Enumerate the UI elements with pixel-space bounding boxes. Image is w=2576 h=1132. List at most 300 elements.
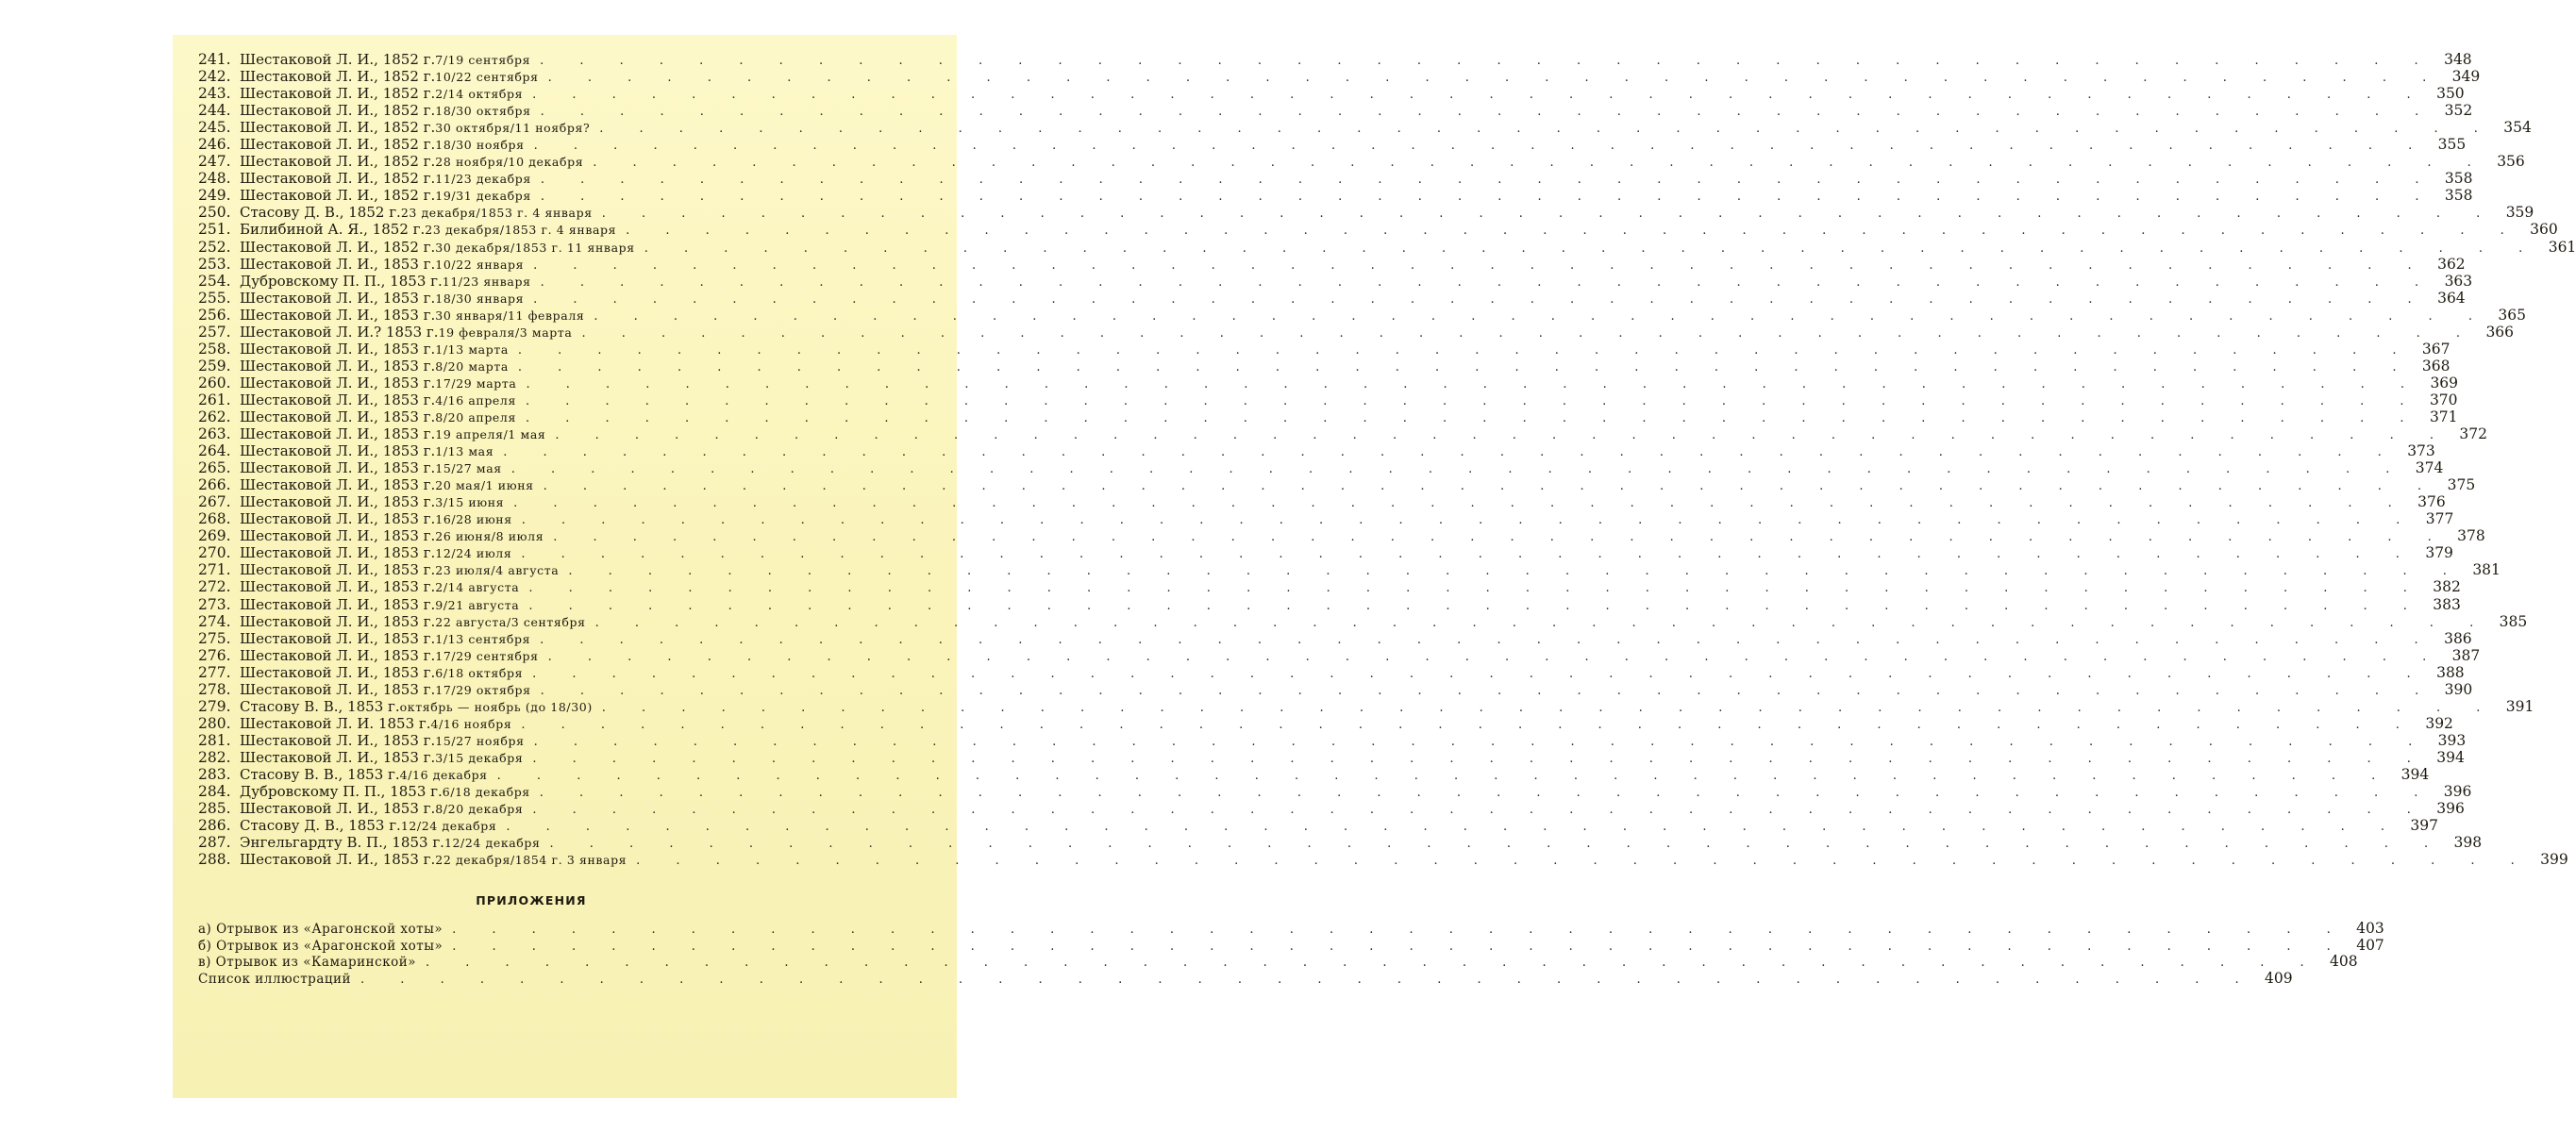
entry-page-number: 364 <box>2437 289 2466 307</box>
entry-number: 250. <box>198 204 231 222</box>
dot-leader: . . . . . . . . . . . . . . . . . . . . . . . . . . . . . . . . . . . . . . . . . . . . . . . . <box>601 207 2497 222</box>
entry-page-number: 358 <box>2444 187 2473 205</box>
toc-entry <box>198 851 2568 869</box>
entry-number: 268. <box>198 510 231 528</box>
dot-leader: . . . . . . . . . . . . . . . . . . . . . . . . . . . . . . . . . . . . . . . . . . . . . . . . <box>593 156 2487 171</box>
entry-addressee: Шестаковой Л. И., 1852 г. <box>240 119 436 137</box>
entry-page-number: 390 <box>2444 680 2473 698</box>
dot-leader: . . . . . . . . . . . . . . . . . . . . . . . . . . . . . . . . . . . . . . . . . . . . . . . . <box>540 275 2435 290</box>
entry-page-number: 398 <box>2453 834 2483 852</box>
entry-date: 12/24 декабря <box>400 819 497 834</box>
entry-addressee: Шестаковой Л. И., 1852 г. <box>240 68 436 86</box>
entry-date: 28 ноября/10 декабря <box>435 155 584 170</box>
toc-entry <box>198 544 2453 562</box>
entry-page-number: 370 <box>2429 391 2458 408</box>
entry-date: 7/19 сентября <box>435 53 531 67</box>
dot-leader: . . . . . . . . . . . . . . . . . . . . . . . . . . . . . . . . . . . . . . . . . . . . . . . . <box>601 700 2497 715</box>
entry-number: 267. <box>198 493 231 511</box>
toc-entry <box>198 272 2473 290</box>
entry-addressee: Шестаковой Л. И., 1853 г. <box>240 748 436 766</box>
appendix-label: б) Отрывок из «Арагонской хоты» <box>198 938 443 954</box>
toc-entry <box>198 595 2461 613</box>
entry-date: 20 мая/1 июня <box>435 478 534 493</box>
dot-leader: . . . . . . . . . . . . . . . . . . . . . . . . . . . . . . . . . . . . . . . . . . . . . . . . <box>547 71 2443 86</box>
entry-addressee: Шестаковой Л. И., 1853 г. <box>240 561 436 579</box>
book-page <box>173 35 2576 1098</box>
dot-leader: . . . . . . . . . . . . . . . . . . . . . . . . . . . . . . . . . . . . . . . . . . . . . . . . <box>521 547 2416 562</box>
entry-date: 30 декабря/1853 г. 11 января <box>435 240 635 255</box>
appendix-entry <box>198 936 2384 954</box>
entry-date: 15/27 ноября <box>435 733 525 748</box>
entry-number: 286. <box>198 817 231 835</box>
entry-date: 2/14 октября <box>435 87 524 102</box>
toc-entry <box>198 187 2473 205</box>
entry-page-number: 352 <box>2444 102 2473 120</box>
entry-addressee: Шестаковой Л. И., 1853 г. <box>240 663 436 681</box>
entry-addressee: Шестаковой Л. И., 1853 г. <box>240 340 436 358</box>
dot-leader: . . . . . . . . . . . . . . . . . . . . . . . . . . . . . . . . . . . . . . . . . . . . . . . . <box>636 854 2531 869</box>
letters-table-of-contents <box>198 51 2576 869</box>
toc-entry <box>198 510 2454 528</box>
toc-entry <box>198 391 2458 408</box>
entry-date: 22 августа/3 сентября <box>435 614 586 629</box>
entry-page-number: 382 <box>2433 578 2461 596</box>
entry-number: 276. <box>198 646 231 664</box>
entry-addressee: Шестаковой Л. И., 1853 г. <box>240 442 436 460</box>
entry-page-number: 373 <box>2407 442 2435 460</box>
entry-addressee: Шестаковой Л. И., 1853 г. <box>240 800 436 818</box>
dot-leader: . . . . . . . . . . . . . . . . . . . . . . . . . . . . . . . . . . . . . . . . . . . . . . . . <box>540 632 2434 647</box>
entry-date: 1/13 сентября <box>435 631 531 646</box>
entry-page-number: 350 <box>2436 85 2465 103</box>
dot-leader: . . . . . . . . . . . . . . . . . . . . . . . . . . . . . . . . . . . . . . . . . . . . . . . . <box>528 581 2423 596</box>
entry-number: 274. <box>198 612 231 630</box>
dot-leader: . . . . . . . . . . . . . . . . . . . . . . . . . . . . . . . . . . . . . . . . . . . . . . . . <box>532 88 2427 103</box>
toc-entry <box>198 425 2487 443</box>
entry-addressee: Шестаковой Л. И., 1853 г. <box>240 578 436 596</box>
entry-number: 285. <box>198 800 231 818</box>
entry-date: 3/15 июня <box>435 495 505 510</box>
entry-number: 271. <box>198 561 231 579</box>
entry-addressee: Шестаковой Л. И., 1853 г. <box>240 357 436 375</box>
toc-entry <box>198 561 2501 579</box>
entry-page-number: 349 <box>2451 68 2481 86</box>
entry-addressee: Энгельгардту В. П., 1853 г. <box>240 834 444 852</box>
toc-entry <box>198 527 2485 545</box>
dot-leader: . . . . . . . . . . . . . . . . . . . . . . . . . . . . . . . . . . . . . . . . . . . . . . . . <box>360 972 2255 987</box>
entry-addressee: Шестаковой Л. И., 1853 г. <box>240 425 436 443</box>
entry-page-number: 368 <box>2421 357 2451 375</box>
appendix-entry <box>198 920 2384 937</box>
entry-page-number: 394 <box>2400 765 2430 783</box>
appendix-entry <box>198 953 2358 971</box>
entry-number: 244. <box>198 102 231 120</box>
toc-entry <box>198 765 2430 783</box>
entry-addressee: Шестаковой Л. И., 1853 г. <box>240 544 436 562</box>
toc-entry <box>198 306 2526 324</box>
appendix-label: Список иллюстраций <box>198 971 352 987</box>
entry-number: 270. <box>198 544 231 562</box>
entry-addressee: Билибиной А. Я., 1852 г. <box>240 221 426 239</box>
entry-number: 282. <box>198 748 231 766</box>
dot-leader: . . . . . . . . . . . . . . . . . . . . . . . . . . . . . . . . . . . . . . . . . . . . . . . . <box>496 768 2392 783</box>
entry-addressee: Шестаковой Л. И., 1853 г. <box>240 459 436 477</box>
dot-leader: . . . . . . . . . . . . . . . . . . . . . . . . . . . . . . . . . . . . . . . . . . . . . . . . <box>568 564 2463 579</box>
entry-page-number: 372 <box>2459 425 2487 443</box>
entry-addressee: Шестаковой Л. И., 1853 г. <box>240 680 436 698</box>
entry-addressee: Шестаковой Л. И., 1853 г. <box>240 476 436 494</box>
toc-entry <box>198 748 2465 766</box>
entry-addressee: Шестаковой Л. И., 1853 г. <box>240 391 436 408</box>
entry-date: 10/22 сентября <box>435 70 539 85</box>
entry-date: 19/31 декабря <box>435 189 531 204</box>
dot-leader: . . . . . . . . . . . . . . . . . . . . . . . . . . . . . . . . . . . . . . . . . . . . . . . . <box>581 325 2477 341</box>
entry-number: 265. <box>198 459 231 477</box>
entry-number: 283. <box>198 765 231 783</box>
entry-page-number: 374 <box>2415 459 2444 477</box>
dot-leader: . . . . . . . . . . . . . . . . . . . . . . . . . . . . . . . . . . . . . . . . . . . . . . . . <box>540 105 2435 120</box>
entry-addressee: Шестаковой Л. И., 1852 г. <box>240 238 436 256</box>
entry-date: 6/18 декабря <box>442 785 530 800</box>
toc-entry <box>198 800 2465 818</box>
toc-entry <box>198 221 2558 239</box>
toc-entry <box>198 817 2438 835</box>
dot-leader: . . . . . . . . . . . . . . . . . . . . . . . . . . . . . . . . . . . . . . . . . . . . . . . . <box>513 496 2408 511</box>
entry-page-number: 356 <box>2497 153 2525 171</box>
dot-leader: . . . . . . . . . . . . . . . . . . . . . . . . . . . . . . . . . . . . . . . . . . . . . . . . <box>555 428 2450 443</box>
dot-leader: . . . . . . . . . . . . . . . . . . . . . . . . . . . . . . . . . . . . . . . . . . . . . . . . <box>533 258 2428 273</box>
entry-number: 279. <box>198 697 231 715</box>
entry-addressee: Шестаковой Л. И., 1853 г. <box>240 629 436 647</box>
entry-date: 19 февраля/3 марта <box>438 325 573 340</box>
entry-date: 6/18 октября <box>435 665 524 680</box>
entry-addressee: Дубровскому П. П., 1853 г. <box>240 783 443 801</box>
entry-date: 18/30 января <box>435 291 525 306</box>
entry-addressee: Шестаковой Л. И.? 1853 г. <box>240 323 439 341</box>
entry-date: 17/29 сентября <box>435 648 539 663</box>
appendix-page-number: 403 <box>2356 920 2384 937</box>
dot-leader: . . . . . . . . . . . . . . . . . . . . . . . . . . . . . . . . . . . . . . . . . . . . . . . . <box>533 139 2429 154</box>
dot-leader: . . . . . . . . . . . . . . . . . . . . . . . . . . . . . . . . . . . . . . . . . . . . . . . . <box>426 956 2320 971</box>
entry-number: 246. <box>198 136 231 154</box>
dot-leader: . . . . . . . . . . . . . . . . . . . . . . . . . . . . . . . . . . . . . . . . . . . . . . . . <box>553 530 2448 545</box>
entry-number: 278. <box>198 680 231 698</box>
appendix-heading: ПРИЛОЖЕНИЯ <box>476 893 587 907</box>
dot-leader: . . . . . . . . . . . . . . . . . . . . . . . . . . . . . . . . . . . . . . . . . . . . . . . . <box>644 241 2539 256</box>
dot-leader: . . . . . . . . . . . . . . . . . . . . . . . . . . . . . . . . . . . . . . . . . . . . . . . . <box>510 462 2406 477</box>
dot-leader: . . . . . . . . . . . . . . . . . . . . . . . . . . . . . . . . . . . . . . . . . . . . . . . . <box>594 308 2488 324</box>
entry-number: 258. <box>198 340 231 358</box>
dot-leader: . . . . . . . . . . . . . . . . . . . . . . . . . . . . . . . . . . . . . . . . . . . . . . . . <box>517 359 2413 375</box>
dot-leader: . . . . . . . . . . . . . . . . . . . . . . . . . . . . . . . . . . . . . . . . . . . . . . . . <box>521 513 2417 528</box>
dot-leader: . . . . . . . . . . . . . . . . . . . . . . . . . . . . . . . . . . . . . . . . . . . . . . . . <box>506 820 2400 835</box>
entry-page-number: 392 <box>2425 714 2453 732</box>
entry-page-number: 359 <box>2505 204 2534 222</box>
toc-entry <box>198 289 2466 307</box>
dot-leader: . . . . . . . . . . . . . . . . . . . . . . . . . . . . . . . . . . . . . . . . . . . . . . . . <box>543 479 2438 494</box>
entry-number: 241. <box>198 51 231 68</box>
entry-number: 275. <box>198 629 231 647</box>
entry-addressee: Шестаковой Л. И., 1852 г. <box>240 187 436 205</box>
entry-addressee: Шестаковой Л. И., 1853 г. <box>240 510 436 528</box>
entry-number: 251. <box>198 221 231 239</box>
toc-entry <box>198 68 2481 86</box>
toc-entry <box>198 357 2451 375</box>
entry-number: 261. <box>198 391 231 408</box>
entry-date: 11/23 декабря <box>435 172 531 187</box>
toc-entry <box>198 680 2473 698</box>
entry-number: 263. <box>198 425 231 443</box>
entry-page-number: 363 <box>2444 272 2473 290</box>
entry-page-number: 376 <box>2417 493 2446 511</box>
toc-entry <box>198 578 2461 596</box>
dot-leader: . . . . . . . . . . . . . . . . . . . . . . . . . . . . . . . . . . . . . . . . . . . . . . . . <box>540 54 2434 68</box>
entry-addressee: Стасову Д. В., 1852 г. <box>240 204 401 222</box>
entry-date: 8/20 марта <box>435 358 509 374</box>
entry-addressee: Шестаковой Л. И., 1852 г. <box>240 102 436 120</box>
dot-leader: . . . . . . . . . . . . . . . . . . . . . . . . . . . . . . . . . . . . . . . . . . . . . . . . <box>533 291 2428 307</box>
entry-date: 3/15 декабря <box>435 750 524 765</box>
dot-leader: . . . . . . . . . . . . . . . . . . . . . . . . . . . . . . . . . . . . . . . . . . . . . . . . <box>525 410 2420 425</box>
entry-page-number: 366 <box>2485 323 2515 341</box>
entry-page-number: 362 <box>2437 255 2466 273</box>
toc-entry <box>198 119 2532 137</box>
entry-date: 1/13 мая <box>435 444 494 459</box>
entry-number: 288. <box>198 851 231 869</box>
toc-entry <box>198 153 2525 171</box>
entry-addressee: Шестаковой Л. И. 1853 г. <box>240 714 431 732</box>
toc-entry <box>198 340 2451 358</box>
entry-addressee: Шестаковой Л. И., 1852 г. <box>240 136 436 154</box>
appendix-entry <box>198 969 2293 987</box>
dot-leader: . . . . . . . . . . . . . . . . . . . . . . . . . . . . . . . . . . . . . . . . . . . . . . . . <box>521 717 2416 732</box>
entry-date: 23 декабря/1853 г. 4 января <box>400 206 593 221</box>
entry-addressee: Шестаковой Л. И., 1853 г. <box>240 646 436 664</box>
entry-number: 256. <box>198 306 231 324</box>
appendix-label: а) Отрывок из «Арагонской хоты» <box>198 922 443 937</box>
entry-addressee: Шестаковой Л. И., 1853 г. <box>240 851 436 869</box>
entry-page-number: 378 <box>2457 527 2485 545</box>
dot-leader: . . . . . . . . . . . . . . . . . . . . . . . . . . . . . . . . . . . . . . . . . . . . . . . . <box>452 923 2347 937</box>
entry-addressee: Шестаковой Л. И., 1852 г. <box>240 85 436 103</box>
toc-entry <box>198 663 2465 681</box>
entry-date: 4/16 декабря <box>399 767 488 782</box>
dot-leader: . . . . . . . . . . . . . . . . . . . . . . . . . . . . . . . . . . . . . . . . . . . . . . . . <box>533 734 2429 749</box>
entry-addressee: Шестаковой Л. И., 1852 г. <box>240 170 436 188</box>
dot-leader: . . . . . . . . . . . . . . . . . . . . . . . . . . . . . . . . . . . . . . . . . . . . . . . . <box>525 393 2420 408</box>
entry-number: 242. <box>198 68 231 86</box>
toc-entry <box>198 834 2483 852</box>
entry-addressee: Стасову В. В., 1853 г. <box>240 697 400 715</box>
entry-page-number: 371 <box>2429 408 2458 425</box>
dot-leader: . . . . . . . . . . . . . . . . . . . . . . . . . . . . . . . . . . . . . . . . . . . . . . . . <box>540 683 2435 698</box>
entry-date: 17/29 октября <box>435 682 531 697</box>
entry-date: 26 июня/8 июля <box>435 529 544 544</box>
entry-date: 1/13 марта <box>435 341 509 357</box>
entry-number: 287. <box>198 834 231 852</box>
dot-leader: . . . . . . . . . . . . . . . . . . . . . . . . . . . . . . . . . . . . . . . . . . . . . . . . <box>526 376 2421 391</box>
entry-addressee: Шестаковой Л. И., 1853 г. <box>240 255 436 273</box>
entry-number: 269. <box>198 527 231 545</box>
entry-number: 262. <box>198 408 231 425</box>
entry-date: 9/21 августа <box>435 597 520 612</box>
toc-entry <box>198 697 2534 715</box>
entry-page-number: 377 <box>2425 510 2454 528</box>
entry-date: 23 декабря/1853 г. 4 января <box>425 223 617 238</box>
toc-entry <box>198 323 2515 341</box>
appendix-page-number: 409 <box>2265 969 2293 987</box>
entry-addressee: Шестаковой Л. И., 1852 г. <box>240 153 436 171</box>
entry-date: 30 января/11 февраля <box>435 308 585 323</box>
entry-number: 259. <box>198 357 231 375</box>
entry-page-number: 396 <box>2443 783 2472 801</box>
entry-number: 264. <box>198 442 231 460</box>
entry-page-number: 393 <box>2437 731 2467 749</box>
entry-date: 11/23 января <box>442 274 531 289</box>
entry-addressee: Шестаковой Л. И., 1853 г. <box>240 493 436 511</box>
dot-leader: . . . . . . . . . . . . . . . . . . . . . . . . . . . . . . . . . . . . . . . . . . . . . . . . <box>503 445 2398 460</box>
entry-date: 8/20 декабря <box>435 802 524 817</box>
toc-entry <box>198 136 2467 154</box>
entry-page-number: 369 <box>2430 374 2459 391</box>
entry-date: 18/30 октября <box>435 104 531 119</box>
appendix-list <box>198 920 2384 987</box>
toc-entry <box>198 374 2459 391</box>
entry-date: 4/16 ноября <box>430 716 512 731</box>
entry-date: 15/27 мая <box>435 461 502 476</box>
entry-date: 4/16 апреля <box>435 392 516 408</box>
toc-entry <box>198 85 2465 103</box>
toc-entry <box>198 442 2435 460</box>
dot-leader: . . . . . . . . . . . . . . . . . . . . . . . . . . . . . . . . . . . . . . . . . . . . . . . . <box>532 666 2427 681</box>
entry-number: 243. <box>198 85 231 103</box>
entry-number: 266. <box>198 476 231 494</box>
entry-page-number: 399 <box>2540 851 2568 869</box>
dot-leader: . . . . . . . . . . . . . . . . . . . . . . . . . . . . . . . . . . . . . . . . . . . . . . . . <box>599 122 2494 137</box>
entry-date: октябрь — ноябрь (до 18/30) <box>399 699 593 714</box>
entry-page-number: 358 <box>2444 170 2473 188</box>
entry-addressee: Шестаковой Л. И., 1852 г. <box>240 51 436 68</box>
entry-number: 247. <box>198 153 231 171</box>
dot-leader: . . . . . . . . . . . . . . . . . . . . . . . . . . . . . . . . . . . . . . . . . . . . . . . . <box>547 649 2443 664</box>
dot-leader: . . . . . . . . . . . . . . . . . . . . . . . . . . . . . . . . . . . . . . . . . . . . . . . . <box>539 786 2434 801</box>
toc-entry <box>198 459 2444 477</box>
entry-number: 277. <box>198 663 231 681</box>
entry-addressee: Шестаковой Л. И., 1853 г. <box>240 612 436 630</box>
entry-date: 17/29 марта <box>435 375 517 391</box>
toc-entry <box>198 646 2481 664</box>
toc-entry <box>198 170 2473 188</box>
dot-leader: . . . . . . . . . . . . . . . . . . . . . . . . . . . . . . . . . . . . . . . . . . . . . . . . <box>540 190 2435 205</box>
toc-entry <box>198 783 2472 801</box>
dot-leader: . . . . . . . . . . . . . . . . . . . . . . . . . . . . . . . . . . . . . . . . . . . . . . . . <box>540 173 2435 188</box>
toc-entry <box>198 731 2467 749</box>
entry-number: 245. <box>198 119 231 137</box>
entry-number: 272. <box>198 578 231 596</box>
entry-number: 280. <box>198 714 231 732</box>
toc-entry <box>198 51 2472 68</box>
dot-leader: . . . . . . . . . . . . . . . . . . . . . . . . . . . . . . . . . . . . . . . . . . . . . . . . <box>528 598 2423 613</box>
entry-addressee: Стасову В. В., 1853 г. <box>240 765 400 783</box>
entry-number: 249. <box>198 187 231 205</box>
entry-page-number: 383 <box>2433 595 2461 613</box>
toc-entry <box>198 476 2476 494</box>
entry-page-number: 381 <box>2472 561 2501 579</box>
dot-leader: . . . . . . . . . . . . . . . . . . . . . . . . . . . . . . . . . . . . . . . . . . . . . . . . <box>452 939 2347 954</box>
entry-number: 255. <box>198 289 231 307</box>
entry-addressee: Шестаковой Л. И., 1853 г. <box>240 731 436 749</box>
toc-entry <box>198 255 2466 273</box>
toc-entry <box>198 408 2458 425</box>
entry-number: 281. <box>198 731 231 749</box>
entry-page-number: 394 <box>2436 748 2465 766</box>
entry-page-number: 361 <box>2548 238 2576 256</box>
dot-leader: . . . . . . . . . . . . . . . . . . . . . . . . . . . . . . . . . . . . . . . . . . . . . . . . <box>549 837 2445 852</box>
entry-addressee: Шестаковой Л. И., 1853 г. <box>240 527 436 545</box>
entry-addressee: Шестаковой Л. И., 1853 г. <box>240 289 436 307</box>
entry-page-number: 386 <box>2444 629 2472 647</box>
entry-number: 284. <box>198 783 231 801</box>
entry-page-number: 355 <box>2437 136 2467 154</box>
entry-page-number: 385 <box>2499 612 2528 630</box>
toc-entry <box>198 238 2576 256</box>
entry-number: 252. <box>198 238 231 256</box>
toc-entry <box>198 102 2473 120</box>
entry-date: 19 апреля/1 мая <box>435 427 546 442</box>
entry-page-number: 360 <box>2530 221 2558 239</box>
entry-addressee: Шестаковой Л. И., 1853 г. <box>240 306 436 324</box>
entry-addressee: Дубровскому П. П., 1853 г. <box>240 272 443 290</box>
dot-leader: . . . . . . . . . . . . . . . . . . . . . . . . . . . . . . . . . . . . . . . . . . . . . . . . <box>517 342 2413 358</box>
toc-entry <box>198 204 2534 222</box>
entry-addressee: Шестаковой Л. И., 1853 г. <box>240 374 436 391</box>
entry-date: 12/24 декабря <box>443 836 541 851</box>
entry-number: 273. <box>198 595 231 613</box>
appendix-page-number: 407 <box>2356 936 2384 954</box>
entry-page-number: 388 <box>2436 663 2465 681</box>
appendix-label: в) Отрывок из «Камаринской» <box>198 955 417 971</box>
toc-entry <box>198 629 2472 647</box>
entry-page-number: 391 <box>2505 697 2534 715</box>
entry-page-number: 387 <box>2451 646 2481 664</box>
entry-date: 12/24 июля <box>435 546 512 561</box>
dot-leader: . . . . . . . . . . . . . . . . . . . . . . . . . . . . . . . . . . . . . . . . . . . . . . . . <box>532 803 2427 818</box>
entry-page-number: 379 <box>2425 544 2453 562</box>
entry-number: 260. <box>198 374 231 391</box>
entry-date: 8/20 апреля <box>435 409 516 424</box>
entry-date: 22 декабря/1854 г. 3 января <box>435 853 627 868</box>
entry-date: 2/14 августа <box>435 580 520 595</box>
entry-date: 23 июля/4 августа <box>435 563 560 578</box>
entry-page-number: 397 <box>2410 817 2438 835</box>
entry-date: 18/30 ноября <box>435 138 525 153</box>
dot-leader: . . . . . . . . . . . . . . . . . . . . . . . . . . . . . . . . . . . . . . . . . . . . . . . . <box>532 751 2427 766</box>
entry-number: 257. <box>198 323 231 341</box>
entry-addressee: Шестаковой Л. И., 1853 г. <box>240 408 436 425</box>
entry-addressee: Шестаковой Л. И., 1853 г. <box>240 595 436 613</box>
dot-leader: . . . . . . . . . . . . . . . . . . . . . . . . . . . . . . . . . . . . . . . . . . . . . . . . <box>626 224 2520 239</box>
entry-page-number: 367 <box>2421 340 2451 358</box>
toc-entry <box>198 714 2453 732</box>
entry-page-number: 354 <box>2503 119 2532 137</box>
dot-leader: . . . . . . . . . . . . . . . . . . . . . . . . . . . . . . . . . . . . . . . . . . . . . . . . <box>594 615 2490 630</box>
entry-number: 253. <box>198 255 231 273</box>
entry-page-number: 348 <box>2444 51 2472 68</box>
entry-number: 254. <box>198 272 231 290</box>
entry-date: 10/22 января <box>435 257 525 272</box>
entry-date: 16/28 июня <box>435 512 512 527</box>
entry-page-number: 375 <box>2447 476 2476 494</box>
